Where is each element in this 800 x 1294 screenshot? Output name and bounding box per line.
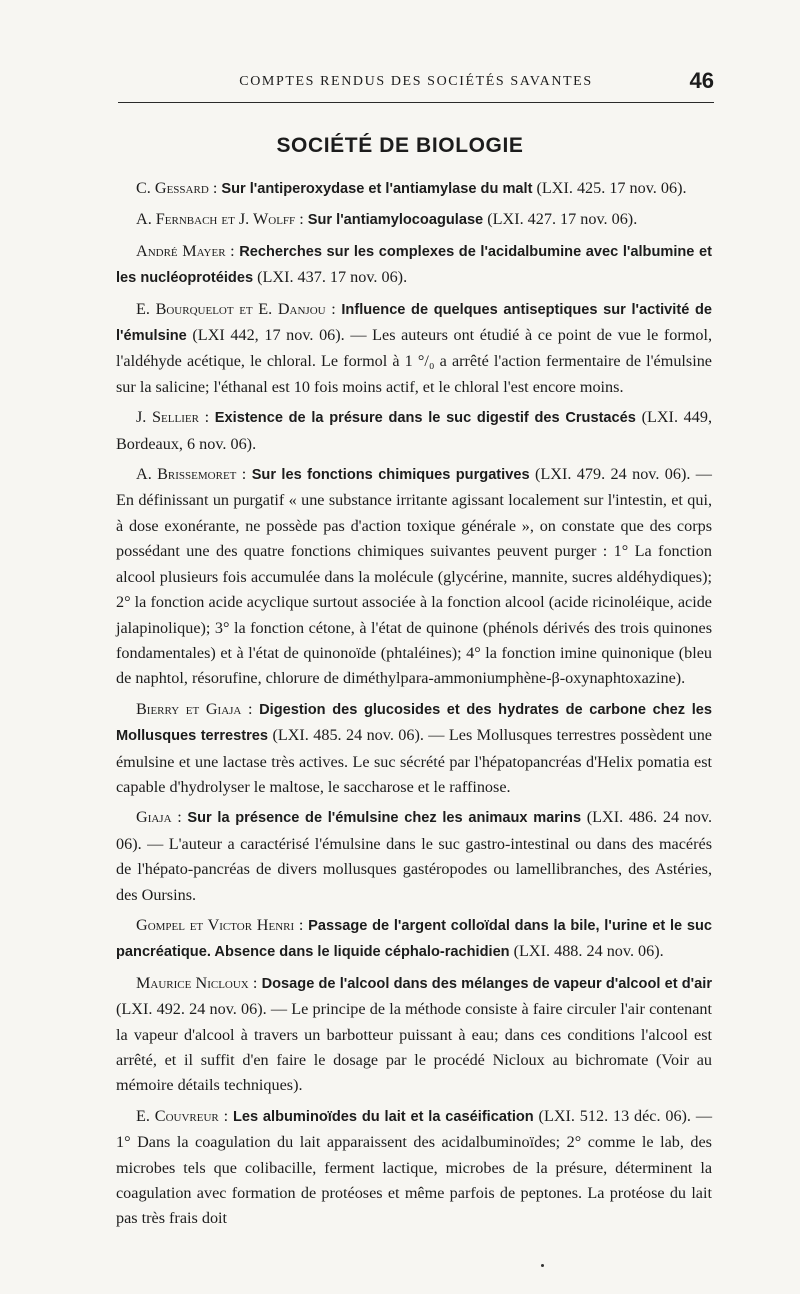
entry-text: (LXI 442, 17 nov. 06). — Les auteurs ont étudié à ce point de vue le formol, l'aldéhyde acétique, le chloral. Le formol à 1 °/₀ a arrêté l'action fermentaire de l'émulsine sur la salicine; l'éthanal est 10 fois moins actif, et le chloral l'est encore moins.: [116, 326, 712, 396]
entry-title: Digestion des glucosides et des hydrates de carbone chez les Mollusques terrestres: [116, 701, 712, 745]
entry-gessard: [116, 176, 712, 202]
entry-text: (LXI. 485. 24 nov. 06). — Les Mollusques terrestres possèdent une émulsine et une lactase très actives. Le suc sécrété par l'hépatopancréas d'Helix pomatia est capable d'hydrolyser le maltose, le saccharose et le raffinose.: [116, 726, 712, 796]
entry-bourquelot-danjou: [116, 297, 712, 401]
entry-title: Recherches sur les complexes de l'acidalbumine avec l'albumine et les nucléoprotéides: [116, 243, 712, 287]
entry-author: Giaja: [136, 808, 172, 827]
entry-separator: :: [198, 408, 215, 427]
entry-title: Sur les fonctions chimiques purgatives: [251, 467, 530, 484]
entry-brissemoret: [116, 462, 712, 692]
entry-text: (LXI. 492. 24 nov. 06). — Le principe de la méthode consiste à faire circuler l'air contenant la vapeur d'alcool à travers un barbotteur puissant à eau; dans ces conditions l'alcool est arrêté, et il suffit d'en faire le dosage par le procédé Nicloux au bichromate (Voir au mémoire détails techniques).: [116, 1000, 712, 1095]
entry-author: Bierry et Giaja: [136, 699, 242, 718]
entry-title: Existence de la présure dans le suc digestif des Crustacés: [214, 410, 636, 427]
entry-sellier: [116, 405, 712, 457]
entry-text: (LXI. 427. 17 nov. 06).: [483, 210, 638, 229]
entry-bierry-giaja: [116, 697, 712, 801]
entry-text: (LXI. 486. 24 nov. 06). — L'auteur a caractérisé l'émulsine dans le suc gastro-intestinal ou dans des macérés de l'hépato-pancréas de divers mollusques gastéropodes ou lamellibranches, des Astéries, des Oursins.: [116, 808, 712, 904]
running-title: COMPTES RENDUS DES SOCIÉTÉS SAVANTES: [239, 74, 593, 89]
entries-list: [116, 176, 712, 1237]
entry-nicloux: [116, 971, 712, 1099]
entry-title: Sur l'antiperoxydase et l'antiamylase du malt: [221, 181, 533, 197]
entry-title: Influence de quelques antiseptiques sur l'activité de l'émulsine: [116, 301, 712, 345]
entry-separator: :: [248, 973, 262, 992]
entry-title: Sur la présence de l'émulsine chez les animaux marins: [187, 810, 582, 827]
entry-title: Passage de l'argent colloïdal dans la bile, l'urine et le suc pancréatique. Absence dans le liquide céphalo-rachidien: [116, 917, 713, 961]
entry-text: (LXI. 479. 24 nov. 06). — En définissant un purgatif « une substance irritante agissant localement sur l'intestin, et qui, à dose exonérante, ne possède pas d'action toxique générale », on constate que des corps possédant une des quatre fonctions chimiques suivantes peuvent purger : 1° La fonction alcool plusieurs fois accumulée dans la molécule (glycérine, mannite, sucres aldéhydiques); 2° la fonction acide acyclique surtout associée à la fonction alcool (acide ricinoléique, acide jalapinolique); 3° la fonction cétone, à l'état de quinone (phénols dérivés des trois quinones fondamentales) et à l'état de quinonoïde (phtaléines); 4° la fonction imine quinonique (bleu de naphtol, résorufine, chlorure de diméthylpara-ammoniumphène-β-oxynaphtoxazine).: [116, 465, 712, 688]
page-number: 46: [689, 68, 714, 93]
entry-separator: :: [171, 808, 188, 827]
entry-author: E. Bourquelot et E. Danjou: [136, 299, 326, 318]
entry-mayer: [116, 239, 712, 292]
entry-separator: :: [225, 241, 240, 260]
entry-separator: :: [295, 210, 308, 229]
entry-author: A. Brissemoret: [136, 465, 237, 484]
entry-gompel-henri: [116, 913, 712, 966]
entry-couvreur: [116, 1104, 712, 1232]
entry-text: (LXI. 425. 17 nov. 06).: [532, 179, 687, 197]
entry-separator: :: [236, 465, 252, 484]
header-rule: [118, 102, 714, 103]
running-head: [118, 68, 714, 94]
entry-text: (LXI. 449, Bordeaux, 6 nov. 06).: [116, 408, 713, 453]
entry-author: André Mayer: [136, 241, 226, 260]
entry-text: (LXI. 488. 24 nov. 06).: [509, 942, 664, 961]
entry-text: (LXI. 437. 17 nov. 06).: [253, 268, 408, 287]
entry-separator: :: [218, 1106, 233, 1125]
print-speck: [541, 1264, 544, 1267]
entry-fernbach-wolff: [116, 207, 712, 233]
entry-separator: :: [294, 915, 309, 934]
section-title: SOCIÉTÉ DE BIOLOGIE: [276, 134, 524, 157]
entry-title: Sur l'antiamylocoagulase: [307, 212, 484, 229]
entry-author: E. Couvreur: [136, 1106, 219, 1125]
entry-giaja: [116, 805, 712, 908]
entry-title: Les albuminoïdes du lait et la caséification: [232, 1108, 534, 1125]
entry-separator: :: [241, 699, 260, 718]
entry-author: Gompel et Victor Henri: [136, 915, 295, 934]
entry-text: (LXI. 512. 13 déc. 06). — 1° Dans la coagulation du lait apparaissent des acidalbuminoïdes; 2° comme le lab, des microbes tels que colibacille, ferment lactique, microbes de la présure, déterminent la coagulation avec formation de protéoses et même parfois de peptones. La protéose du lait pas très frais doit: [116, 1106, 713, 1228]
entry-separator: :: [325, 299, 342, 318]
entry-author: C. Gessard: [136, 179, 209, 197]
entry-author: J. Sellier: [136, 408, 199, 427]
entry-separator: :: [208, 179, 222, 197]
entry-title: Dosage de l'alcool dans des mélanges de vapeur d'alcool et d'air: [261, 975, 712, 992]
entry-author: Maurice Nicloux: [136, 973, 249, 992]
entry-author: A. Fernbach et J. Wolff: [136, 210, 296, 229]
